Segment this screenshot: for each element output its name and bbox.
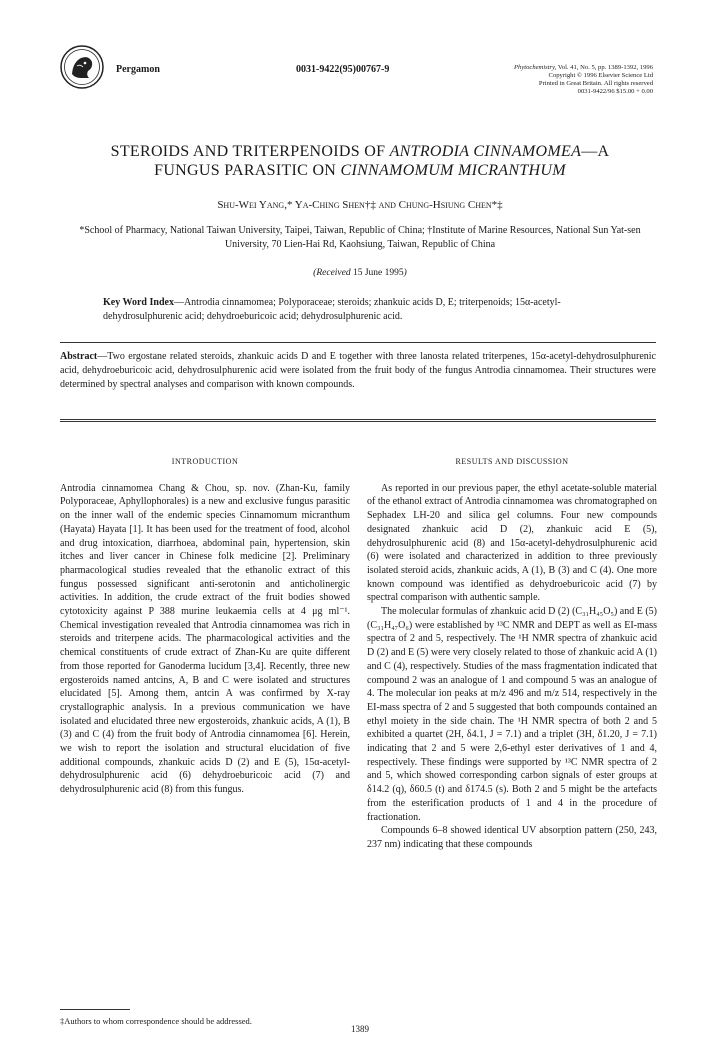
doi-code: 0031-9422(95)00767-9 <box>296 64 390 75</box>
paper-title <box>60 142 660 180</box>
received-date: (Received 15 June 1995) <box>313 268 407 278</box>
printed-line: Printed in Great Britain. All rights reserved <box>538 80 653 87</box>
results-heading: RESULTS AND DISCUSSION <box>455 457 569 466</box>
introduction-heading: INTRODUCTION <box>171 457 239 466</box>
abstract: Abstract—Two ergostane related steroids, zhankuic acids D and E together with three lanosta related triterpenes, 15α-acetyl-dehydrosulphurenic acid, dehydroeburicoic acid, dehydrosulphurenic acid were isolated from the fruit body of the fungus Antrodia cinnamomea. Their structures were determined by spectral analyses and comparison with known compounds. <box>60 351 656 390</box>
title-part: FUNGUS PARASITIC ON <box>154 162 341 179</box>
journal-citation <box>433 64 653 72</box>
keyword-label: Key Word Index <box>103 297 174 308</box>
journal-name: Phytochemistry, <box>514 64 557 71</box>
pergamon-logo <box>59 44 105 90</box>
copyright-line: Copyright © 1996 Elsevier Science Ltd <box>548 72 653 79</box>
title-host-species: CINNAMOMUM MICRANTHUM <box>340 162 566 179</box>
received-label: Received <box>316 268 351 278</box>
publisher-name: Pergamon <box>116 64 160 75</box>
affiliations: *School of Pharmacy, National Taiwan University, Taipei, Taiwan, Republic of China; †Institute of Marine Resources, National Sun Yat-sen University, 70 Lien-Hai Rd, Kaohsiung, Taiwan, Republic of China <box>79 225 641 250</box>
received-value: 15 June 1995 <box>350 268 404 278</box>
abstract-top-rule <box>60 342 656 343</box>
journal-info <box>433 64 653 96</box>
results-paragraph-3: Compounds 6–8 showed identical UV absorption pattern (250, 243, 237 nm) indicating that these compounds <box>367 825 657 850</box>
abstract-label: Abstract <box>60 351 98 362</box>
results-paragraph-1: As reported in our previous paper, the ethyl acetate-soluble material of the ethanol extract of Antrodia cinnamomea was chromatographed on Sephadex LH-20 and silica gel columns. Four new compounds designated zhankuic acid D (2), zhankuic acid E (5), dehydrosulphurenic acid (8) and 15α-acetyl-dehydrosulphurenic acid (6) were isolated and characterized in addition to three previously isolated steroid acids, zhankuic acids, A (1), B (3) and C (4). One more known compound was identified as dehydroeburicoic acid (7) by spectral comparison with authentic sample. <box>367 482 657 604</box>
title-part: —A <box>581 143 610 160</box>
issn-line: 0031-9422/96 $15.00 + 0.00 <box>577 88 653 95</box>
title-species: ANTRODIA CINNAMOMEA <box>389 143 582 160</box>
introduction-paragraph: Antrodia cinnamomea Chang & Chou, sp. nov. (Zhan-Ku, family Polyporaceae, Aphyllophorales) is a new and exclusive fungus parasitic on the inner wall of the endemic species Cinnamomum micranthum (Hayata) Hayata [1]. It has been used for the treatment of food, alcohol and drug intoxication, diarrhoea, abdominal pain, hypertension, skin itches and liver cancer in Chinese folk medicine [2]. Preliminary pharmacological studies revealed that the ethanolic extract of this fungus possessed significant anti-serotonin and anticholinergic activities. In addition, the crude extract of the fruit bodies showed cytotoxicity against P 388 murine leukaemia cells at 4 μg ml⁻¹. Chemical investigation revealed that Antrodia cinnamomea was rich in steroids and triterpene acids. The pharmacological activities and the chemical constituents of crude extract of Zhan-Ku are quite different from those reported for Ganoderma lucidum [3,4]. Recently, three new ergosteroids named antcins, A, B and C were isolated and structures elucidated [5]. Among them, antcin A was confirmed by X-ray crystallographic analysis. In a previous communication we have isolated and elucidated three new ergosteroids, zhankuic acids, A (1), B (3) and C (4) from the fruit body of Antrodia cinnamomea [6]. Herein, we wish to report the isolation and structural elucidation of five additional compounds, zhankuic acids D (2) and E (5), 15α-acetyl-dehydrosulphurenic acid (6) dehydroeburicoic acid (7) and dehydrosulphurenic acid (8) from this fungus. <box>60 482 350 796</box>
title-part: STEROIDS AND TRITERPENOIDS OF <box>110 143 390 160</box>
page-number: 1389 <box>351 1024 369 1034</box>
results-section <box>367 455 657 852</box>
abstract-bottom-rule <box>60 419 656 422</box>
keyword-index: Key Word Index—Antrodia cinnamomea; Polyporaceae; steroids; zhankuic acids D, E; triterpenoids; 15α-acetyl-dehydrosulphurenic acid; dehydroeburicoic acid; dehydrosulphurenic acid. <box>103 297 561 322</box>
footnote-rule <box>60 1009 130 1010</box>
author-list: Shu-Wei Yang,* Ya-Ching Shen†‡ and Chung-Hsiung Chen*‡ <box>217 199 503 211</box>
results-paragraph-2: The molecular formulas of zhankuic acid D (2) (C₃₁H₄₅O₅) and E (5) (C₃₁H₄₇O₆) were established by ¹³C NMR and DEPT as well as EI-mass spectra of 2 and 5, respectively. The ¹H NMR spectra of zhankuic acid D (2) and E (5) were very closely related to those of zhankuic acid A (1) and C (4), respectively. Studies of the mass fragmentation indicated that compound 2 was an analogue of 1 and compound 5 was an analogue of 4. The molecular ion peaks at m/z 496 and m/z 514, respectively in the EI-mass spectra of 2 and 5 suggested that both compounds contained an ethyl moiety in the side chain. The ¹H NMR spectra of both 2 and 5 exhibited a quartet (2H, δ4.1, J = 7.1) and a triplet (3H, δ1.20, J = 7.1) indicating that 2 and 5 were 2,6-ethyl ester derivatives of 1 and 4, respectively. These findings were supported by ¹³C NMR spectra of 2 and 5, which showed corresponding carbon signals of ester groups at δ14.2 (q), δ60.5 (t) and δ174.5 (s). Both 2 and 5 might be the artefacts from the esterification products of 1 and 4 in the procedure of fractionation. <box>367 606 657 823</box>
footnote: ‡Authors to whom correspondence should be addressed. <box>60 1016 252 1026</box>
journal-volume: Vol. 41, No. 5, pp. 1389-1392, 1996 <box>556 64 653 71</box>
abstract-text: Two ergostane related steroids, zhankuic acids D and E together with three lanosta related triterpenes, 15α-acetyl-dehydrosulphurenic acid, dehydroeburicoic acid, dehydrosulphurenic acid were isolated from the fruit body of the fungus Antrodia cinnamomea. Their structures were determined by spectral analyses and comparison with known compounds. <box>60 351 656 390</box>
title-line-2 <box>60 161 660 180</box>
keyword-text: Antrodia cinnamomea; Polyporaceae; steroids; zhankuic acids D, E; triterpenoids; 15α-acetyl-dehydrosulphurenic acid; dehydroeburicoic acid; dehydrosulphurenic acid. <box>103 297 561 322</box>
introduction-section <box>60 455 350 797</box>
